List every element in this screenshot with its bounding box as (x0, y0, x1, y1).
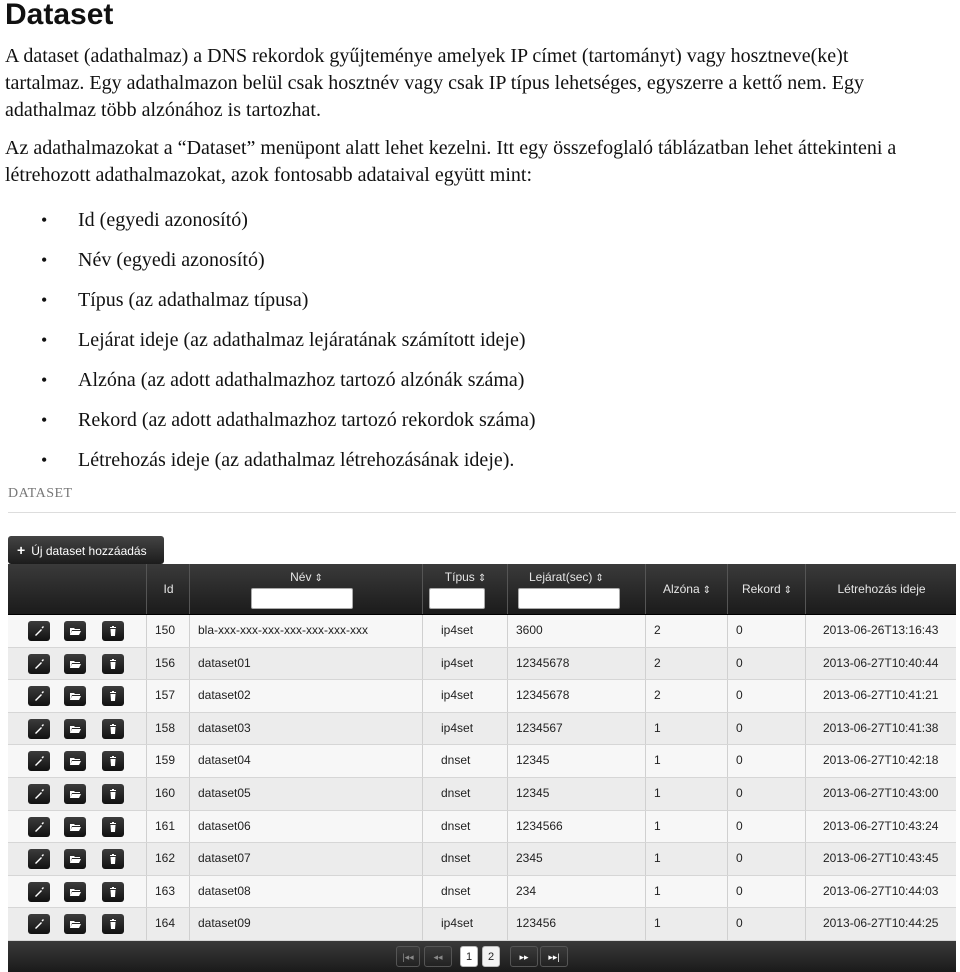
table-row (8, 908, 956, 941)
column-header-name[interactable] (189, 564, 423, 614)
cell-created: 2013-06-27T10:41:21 (805, 680, 956, 712)
cell-expiry: 234 (507, 876, 645, 908)
cell-id: 160 (146, 778, 189, 810)
cell-record: 0 (727, 745, 805, 777)
cell-created: 2013-06-27T10:44:03 (805, 876, 956, 908)
folder-open-button[interactable] (64, 817, 86, 837)
column-header-created[interactable] (805, 564, 957, 614)
cell-subzone: 1 (645, 843, 727, 875)
cell-name: dataset01 (189, 648, 422, 680)
edit-button[interactable] (28, 621, 50, 641)
plus-icon: + (17, 542, 26, 558)
folder-open-button[interactable] (64, 914, 86, 934)
edit-button[interactable] (28, 784, 50, 804)
add-dataset-button[interactable] (8, 536, 164, 564)
cell-name: dataset03 (189, 713, 422, 745)
folder-open-button[interactable] (64, 751, 86, 771)
cell-created: 2013-06-27T10:43:45 (805, 843, 956, 875)
trash-button[interactable] (102, 654, 124, 674)
folder-open-button[interactable] (64, 849, 86, 869)
trash-button[interactable] (102, 882, 124, 902)
page-1-button[interactable]: 1 (460, 946, 478, 967)
trash-button[interactable] (102, 751, 124, 771)
column-header-label: Id (163, 582, 174, 596)
cell-created: 2013-06-27T10:42:18 (805, 745, 956, 777)
table-row (8, 811, 956, 844)
table-row (8, 745, 956, 778)
column-header-label: Lejárat(sec) (529, 570, 593, 584)
table-row (8, 843, 956, 876)
cell-type: ip4set (422, 615, 507, 647)
row-actions (8, 811, 146, 843)
row-actions (8, 615, 146, 647)
cell-type: dnset (422, 876, 507, 908)
cell-expiry: 12345678 (507, 680, 645, 712)
cell-id: 161 (146, 811, 189, 843)
edit-button[interactable] (28, 914, 50, 934)
cell-subzone: 1 (645, 908, 727, 940)
section-title: DATASET (8, 486, 73, 501)
cell-subzone: 2 (645, 648, 727, 680)
cell-created: 2013-06-26T13:16:43 (805, 615, 956, 647)
add-dataset-label: Új dataset hozzáadás (31, 544, 147, 558)
folder-open-button[interactable] (64, 719, 86, 739)
dataset-table (8, 564, 956, 972)
cell-type: dnset (422, 843, 507, 875)
cell-created: 2013-06-27T10:41:38 (805, 713, 956, 745)
list-item: • Lejárat ideje (az adathalmaz lejáratának számított ideje) (5, 320, 536, 360)
folder-open-button[interactable] (64, 686, 86, 706)
row-actions (8, 680, 146, 712)
cell-created: 2013-06-27T10:40:44 (805, 648, 956, 680)
table-row (8, 876, 956, 909)
cell-created: 2013-06-27T10:43:00 (805, 778, 956, 810)
divider (8, 512, 956, 513)
sort-icon: ⇕ (783, 585, 793, 596)
cell-expiry: 123456 (507, 908, 645, 940)
cell-type: dnset (422, 778, 507, 810)
trash-button[interactable] (102, 686, 124, 706)
cell-id: 159 (146, 745, 189, 777)
folder-open-button[interactable] (64, 621, 86, 641)
cell-name: dataset07 (189, 843, 422, 875)
cell-id: 158 (146, 713, 189, 745)
column-header-record[interactable] (727, 564, 806, 614)
cell-subzone: 1 (645, 811, 727, 843)
type-filter-input[interactable] (429, 588, 485, 609)
edit-button[interactable] (28, 817, 50, 837)
previous-page-button[interactable]: ◂◂ (424, 946, 452, 967)
row-actions (8, 876, 146, 908)
column-header-expiry[interactable] (507, 564, 646, 614)
column-header-id[interactable] (146, 564, 190, 614)
cell-name: dataset08 (189, 876, 422, 908)
first-page-button[interactable]: |◂◂ (396, 946, 420, 967)
cell-subzone: 1 (645, 713, 727, 745)
folder-open-button[interactable] (64, 882, 86, 902)
cell-id: 162 (146, 843, 189, 875)
cell-id: 156 (146, 648, 189, 680)
row-actions (8, 843, 146, 875)
column-header-type[interactable] (422, 564, 508, 614)
cell-created: 2013-06-27T10:43:24 (805, 811, 956, 843)
table-row (8, 648, 956, 681)
column-header-label: Név (290, 570, 312, 584)
cell-record: 0 (727, 778, 805, 810)
row-actions (8, 908, 146, 940)
cell-record: 0 (727, 680, 805, 712)
column-header-label: Alzóna (662, 582, 700, 596)
trash-button[interactable] (102, 621, 124, 641)
table-body (8, 615, 956, 941)
field-list (5, 200, 536, 480)
cell-record: 0 (727, 615, 805, 647)
trash-button[interactable] (102, 719, 124, 739)
page-title: Dataset (5, 0, 114, 31)
pagination-bar (8, 941, 956, 972)
cell-subzone: 1 (645, 745, 727, 777)
cell-expiry: 12345 (507, 778, 645, 810)
cell-record: 0 (727, 811, 805, 843)
cell-expiry: 1234566 (507, 811, 645, 843)
column-header-label: Típus (444, 570, 475, 584)
cell-type: ip4set (422, 713, 507, 745)
edit-button[interactable] (28, 751, 50, 771)
actions-header (8, 564, 146, 614)
cell-subzone: 2 (645, 615, 727, 647)
table-row (8, 713, 956, 746)
edit-button[interactable] (28, 686, 50, 706)
cell-name: dataset02 (189, 680, 422, 712)
cell-type: ip4set (422, 680, 507, 712)
last-page-button[interactable]: ▸▸| (540, 946, 568, 967)
cell-subzone: 2 (645, 680, 727, 712)
table-header (8, 564, 956, 615)
name-filter-input[interactable] (251, 588, 353, 609)
edit-button[interactable] (28, 719, 50, 739)
list-item: • Létrehozás ideje (az adathalmaz létrehozásának ideje). (5, 440, 536, 480)
cell-expiry: 3600 (507, 615, 645, 647)
trash-button[interactable] (102, 914, 124, 934)
cell-type: dnset (422, 745, 507, 777)
cell-id: 150 (146, 615, 189, 647)
list-item: • Rekord (az adott adathalmazhoz tartozó rekordok száma) (5, 400, 536, 440)
cell-subzone: 1 (645, 778, 727, 810)
list-item: • Név (egyedi azonosító) (5, 240, 536, 280)
expiry-filter-input[interactable] (518, 588, 620, 609)
cell-created: 2013-06-27T10:44:25 (805, 908, 956, 940)
trash-button[interactable] (102, 849, 124, 869)
cell-expiry: 12345 (507, 745, 645, 777)
trash-button[interactable] (102, 817, 124, 837)
next-page-button[interactable]: ▸▸ (510, 946, 538, 967)
column-header-label: Rekord (741, 582, 781, 596)
cell-record: 0 (727, 876, 805, 908)
cell-name: dataset06 (189, 811, 422, 843)
cell-record: 0 (727, 648, 805, 680)
row-actions (8, 713, 146, 745)
cell-name: dataset04 (189, 745, 422, 777)
trash-button[interactable] (102, 784, 124, 804)
cell-expiry: 1234567 (507, 713, 645, 745)
list-item: • Id (egyedi azonosító) (5, 200, 536, 240)
cell-record: 0 (727, 713, 805, 745)
cell-record: 0 (727, 908, 805, 940)
cell-id: 157 (146, 680, 189, 712)
cell-type: ip4set (422, 908, 507, 940)
cell-subzone: 1 (645, 876, 727, 908)
folder-open-button[interactable] (64, 784, 86, 804)
page-2-button[interactable]: 2 (482, 946, 500, 967)
sort-icon: ⇕ (702, 585, 712, 596)
table-row (8, 615, 956, 648)
cell-record: 0 (727, 843, 805, 875)
usage-paragraph: Az adathalmazokat a “Dataset” menüpont alatt lehet kezelni. Itt egy összefoglaló táblázatban lehet áttekinteni a létrehozott adathalmazokat, azok fontosabb adataival együtt mint: (5, 137, 897, 186)
folder-open-button[interactable] (64, 654, 86, 674)
sort-icon: ⇕ (477, 573, 487, 584)
edit-button[interactable] (28, 654, 50, 674)
cell-id: 163 (146, 876, 189, 908)
cell-expiry: 12345678 (507, 648, 645, 680)
cell-name: bla-xxx-xxx-xxx-xxx-xxx-xxx-xxx (189, 615, 422, 647)
cell-expiry: 2345 (507, 843, 645, 875)
list-item: • Alzóna (az adott adathalmazhoz tartozó alzónák száma) (5, 360, 536, 400)
intro-paragraph: A dataset (adathalmaz) a DNS rekordok gyűjteménye amelyek IP címet (tartományt) vagy hosztneve(ke)t tartalmaz. Egy adathalmazon belül csak hosztnév vagy csak IP típus lehetséges, egyszerre a kettő nem. Egy adathalmaz több alzónához is tartozhat. (5, 45, 864, 121)
sort-icon: ⇕ (314, 573, 323, 584)
table-row (8, 680, 956, 713)
sort-icon: ⇕ (595, 573, 604, 584)
row-actions (8, 648, 146, 680)
cell-name: dataset05 (189, 778, 422, 810)
edit-button[interactable] (28, 849, 50, 869)
edit-button[interactable] (28, 882, 50, 902)
cell-type: dnset (422, 811, 507, 843)
row-actions (8, 778, 146, 810)
cell-name: dataset09 (189, 908, 422, 940)
cell-id: 164 (146, 908, 189, 940)
row-actions (8, 745, 146, 777)
list-item: • Típus (az adathalmaz típusa) (5, 280, 536, 320)
column-header-label: Létrehozás ideje (837, 582, 926, 596)
table-row (8, 778, 956, 811)
cell-type: ip4set (422, 648, 507, 680)
column-header-subzone[interactable] (645, 564, 728, 614)
